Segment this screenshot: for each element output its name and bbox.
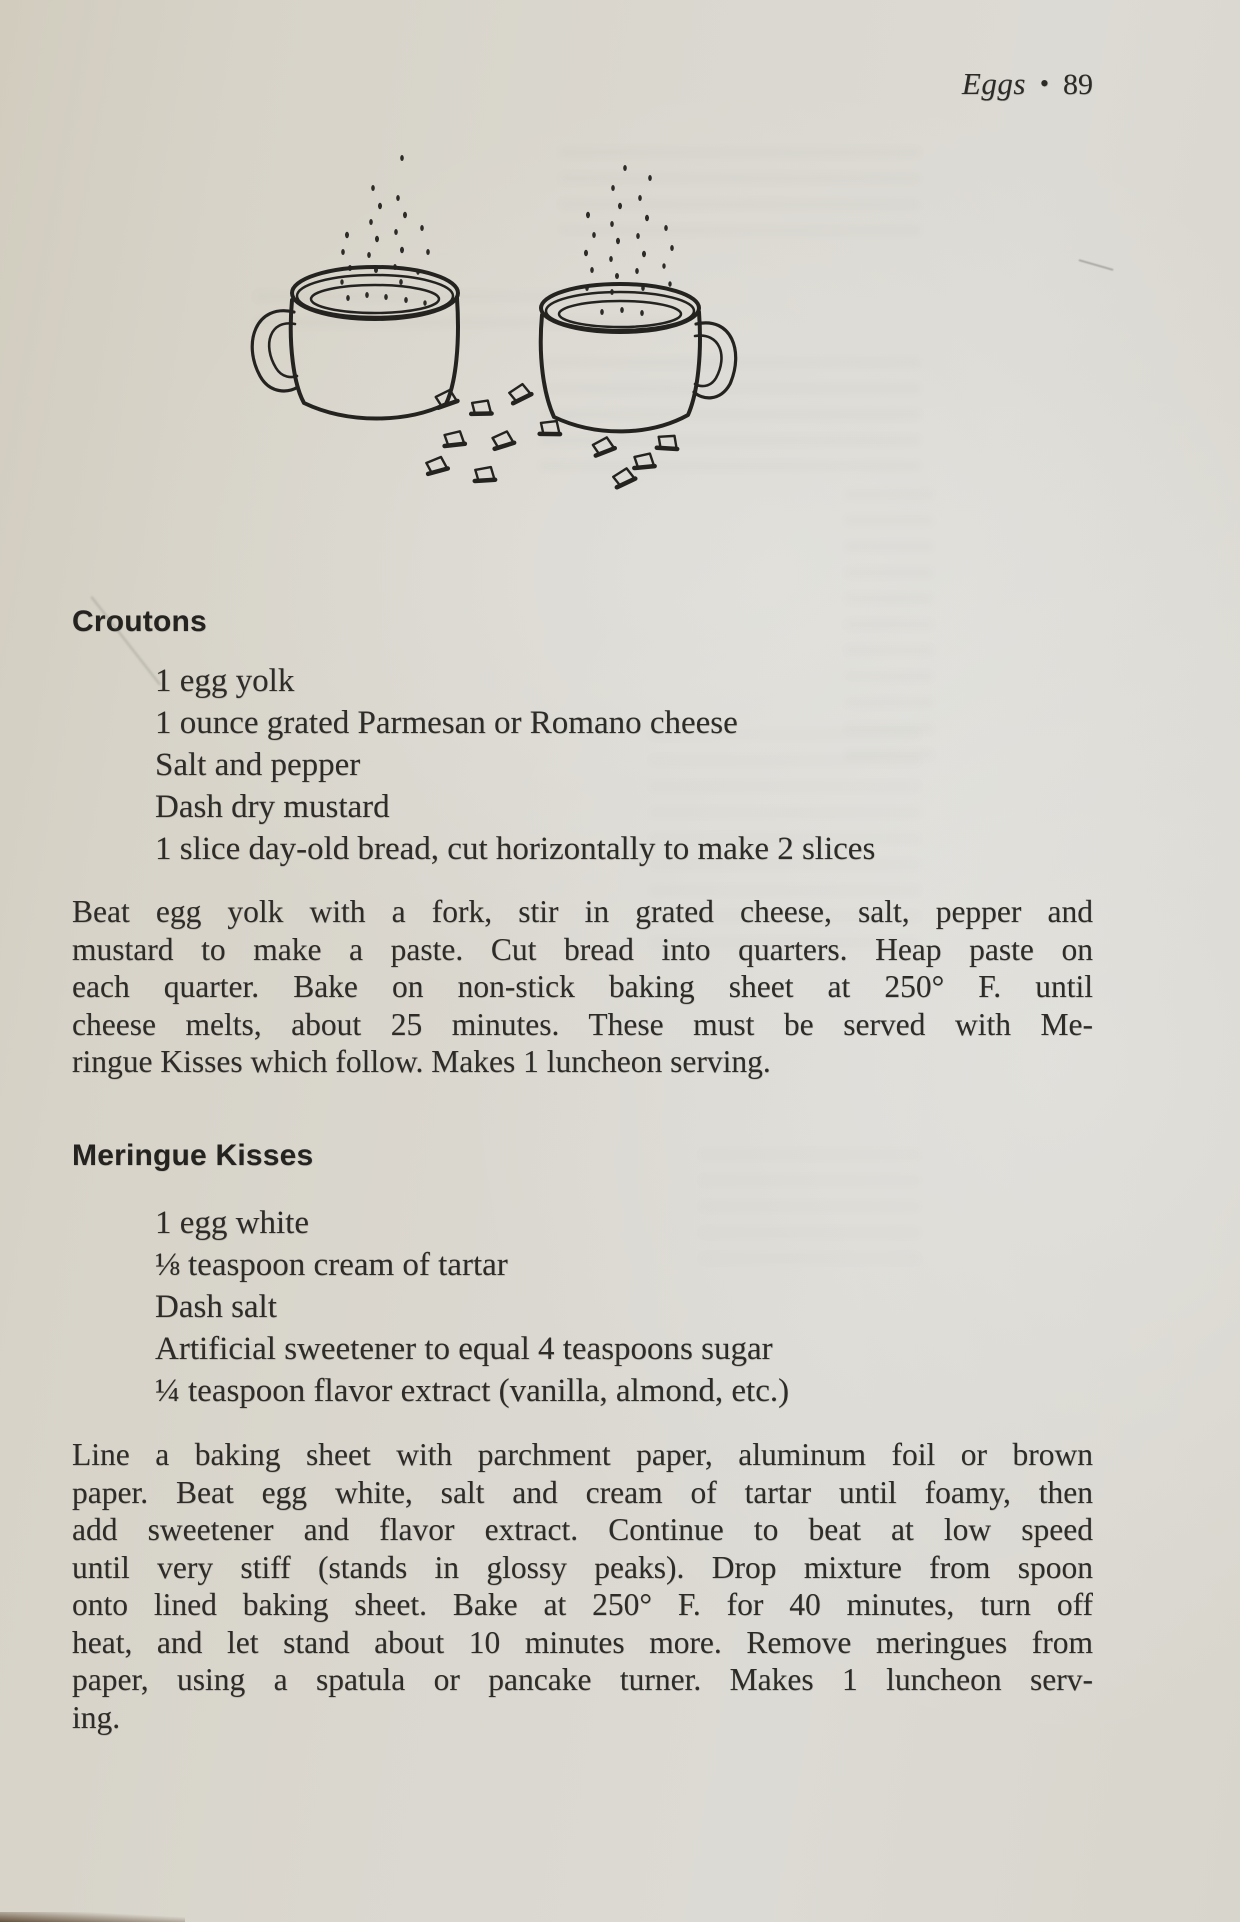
text-line: Salt and pepper [155,747,361,783]
croutons-scatter [426,383,680,488]
text-line: mustard to make a paste. Cut bread into quarters. Heap paste on [72,931,1093,967]
text-line: ¼ teaspoon flavor extract (vanilla, almond, etc.) [155,1373,790,1409]
right-mug [541,284,736,431]
instructions-paragraph [72,1436,1093,1736]
text-line: Dash salt [155,1289,277,1325]
faint-pencil-mark [1078,259,1113,271]
text-line: paper, using a spatula or pancake turner. Makes 1 luncheon serv- [72,1662,1093,1697]
page-number: 89 [1063,68,1093,101]
text-line: 1 egg yolk [155,663,295,699]
text-line: until very stiff (stands in glossy peaks). Drop mixture from spoon [72,1549,1093,1585]
left-mug [252,267,458,419]
instructions-paragraph [72,893,1093,1081]
text-line: 1 slice day-old bread, cut horizontally to make 2 slices [155,831,876,867]
two-steaming-mugs-illustration [230,140,750,560]
running-title: Eggs [961,66,1026,101]
steam-left [340,155,430,306]
ingredient-list [155,660,875,870]
text-line: paper. Beat egg white, salt and cream of tartar until foamy, then [72,1474,1093,1510]
text-line: cheese melts, about 25 minutes. These must be served with Me- [72,1006,1093,1042]
text-line: 1 ounce grated Parmesan or Romano cheese [155,705,738,741]
photo-edge-shadow [0,1912,185,1922]
text-line: Artificial sweetener to equal 4 teaspoons sugar [155,1331,773,1367]
header-separator: • [1039,69,1049,98]
text-line: Dash dry mustard [155,789,390,825]
text-line: 1 egg white [155,1205,309,1241]
text-line: Beat egg yolk with a fork, stir in grated cheese, salt, pepper and [72,894,1093,929]
ingredient-list [155,1202,789,1412]
recipe-title: Croutons [72,605,207,638]
text-line: onto lined baking sheet. Bake at 250° F. for 40 minutes, turn off [72,1587,1093,1622]
text-line: add sweetener and flavor extract. Continue to beat at low speed [72,1512,1093,1547]
text-line: Line a baking sheet with parchment paper, aluminum foil or brown [72,1437,1093,1472]
text-line: each quarter. Bake on non-stick baking sheet at 250° F. until [72,969,1093,1004]
text-line: ringue Kisses which follow. Makes 1 luncheon serving. [72,1044,771,1079]
recipe-title: Meringue Kisses [72,1139,314,1172]
page-header [962,66,1093,102]
text-line: ⅛ teaspoon cream of tartar [155,1247,508,1283]
text-line: ing. [72,1699,121,1735]
text-line: heat, and let stand about 10 minutes more. Remove meringues from [72,1624,1093,1660]
